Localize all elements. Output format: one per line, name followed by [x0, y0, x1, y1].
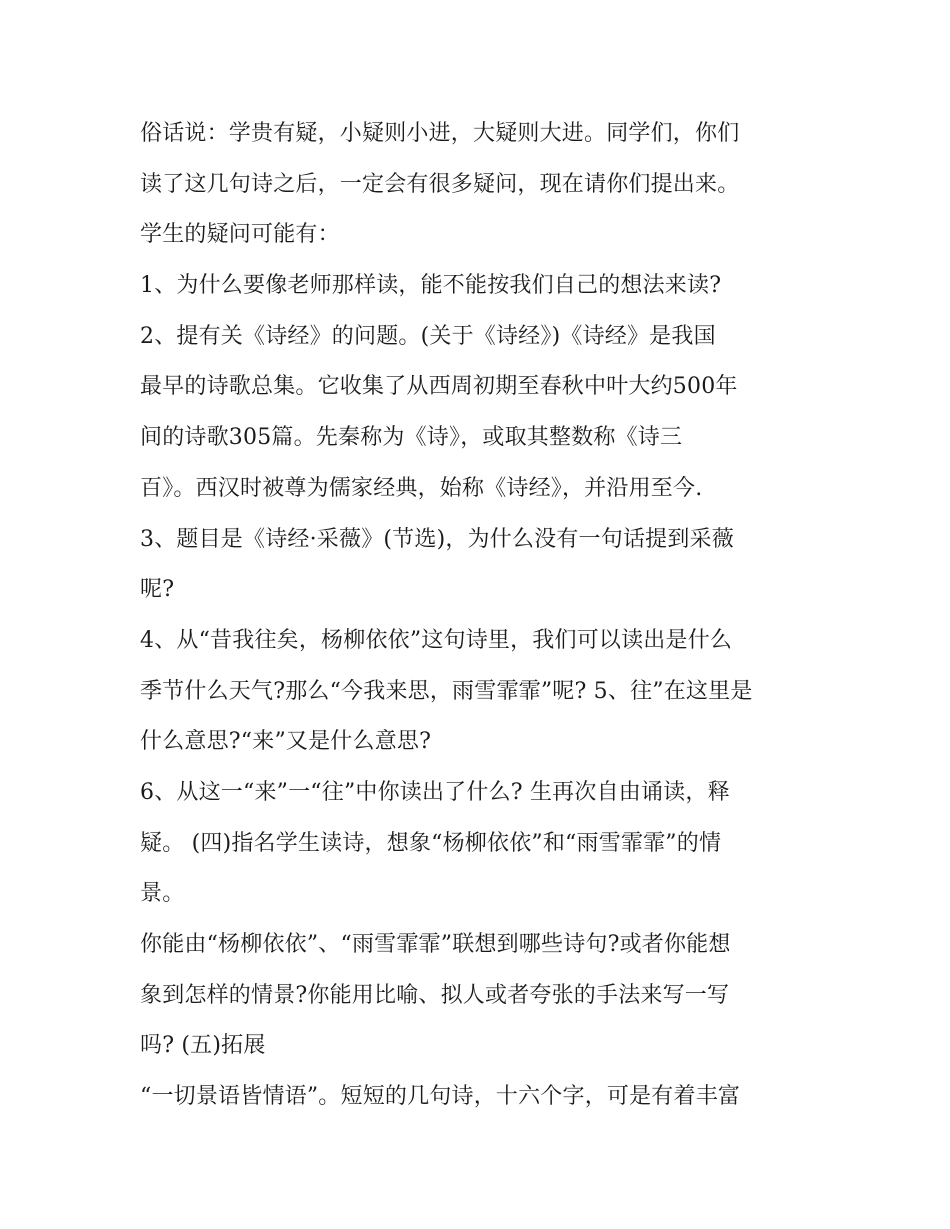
text-line: 象到怎样的情景?你能用比喻、拟人或者夸张的手法来写一写	[140, 982, 730, 1008]
text-line: 景。	[140, 881, 185, 907]
text-line: 什么意思?“来”又是什么意思?	[140, 729, 432, 755]
text-line: 季节什么天气?那么“今我来思，雨雪霏霏”呢? 5、往”在这里是	[140, 678, 753, 704]
document-body	[140, 109, 820, 1123]
text-line: 俗话说：学贵有疑，小疑则小进，大疑则大进。同学们，你们	[140, 121, 740, 146]
text-line: 间的诗歌305篇。先秦称为《诗》，或取其整数称《诗三	[140, 425, 683, 451]
text-line: 3、题目是《诗经·采薇》(节选)，为什么没有一句话提到采薇	[140, 526, 734, 552]
text-line: 读了这几句诗之后，一定会有很多疑问，现在请你们提出来。	[140, 171, 740, 197]
text-line: 最早的诗歌总集。它收集了从西周初期至春秋中叶大约500年	[140, 374, 738, 400]
text-line: 2、提有关《诗经》的问题。(关于《诗经》)《诗经》是我国	[140, 323, 716, 349]
text-line: 百》。西汉时被尊为儒家经典，始称《诗经》，并沿用至今.	[140, 475, 703, 501]
text-line: 吗? (五)拓展	[140, 1033, 266, 1059]
text-line: 6、从这一“来”一“往”中你读出了什么? 生再次自由诵读，释	[140, 779, 730, 805]
text-line: 你能由“杨柳依依”、“雨雪霏霏”联想到哪些诗句?或者你能想	[140, 932, 731, 957]
text-line: “一切景语皆情语”。短短的几句诗，十六个字，可是有着丰富	[140, 1084, 741, 1110]
text-line: 4、从“昔我往矣，杨柳依依”这句诗里，我们可以读出是什么	[140, 627, 733, 653]
text-line: 学生的疑问可能有：	[140, 222, 340, 248]
text-line: 疑。 (四)指名学生读诗，想象“杨柳依依”和“雨雪霏霏”的情	[140, 830, 722, 856]
text-line: 1、为什么要像老师那样读，能不能按我们自己的想法来读?	[140, 273, 722, 299]
text-line: 呢?	[140, 577, 175, 603]
